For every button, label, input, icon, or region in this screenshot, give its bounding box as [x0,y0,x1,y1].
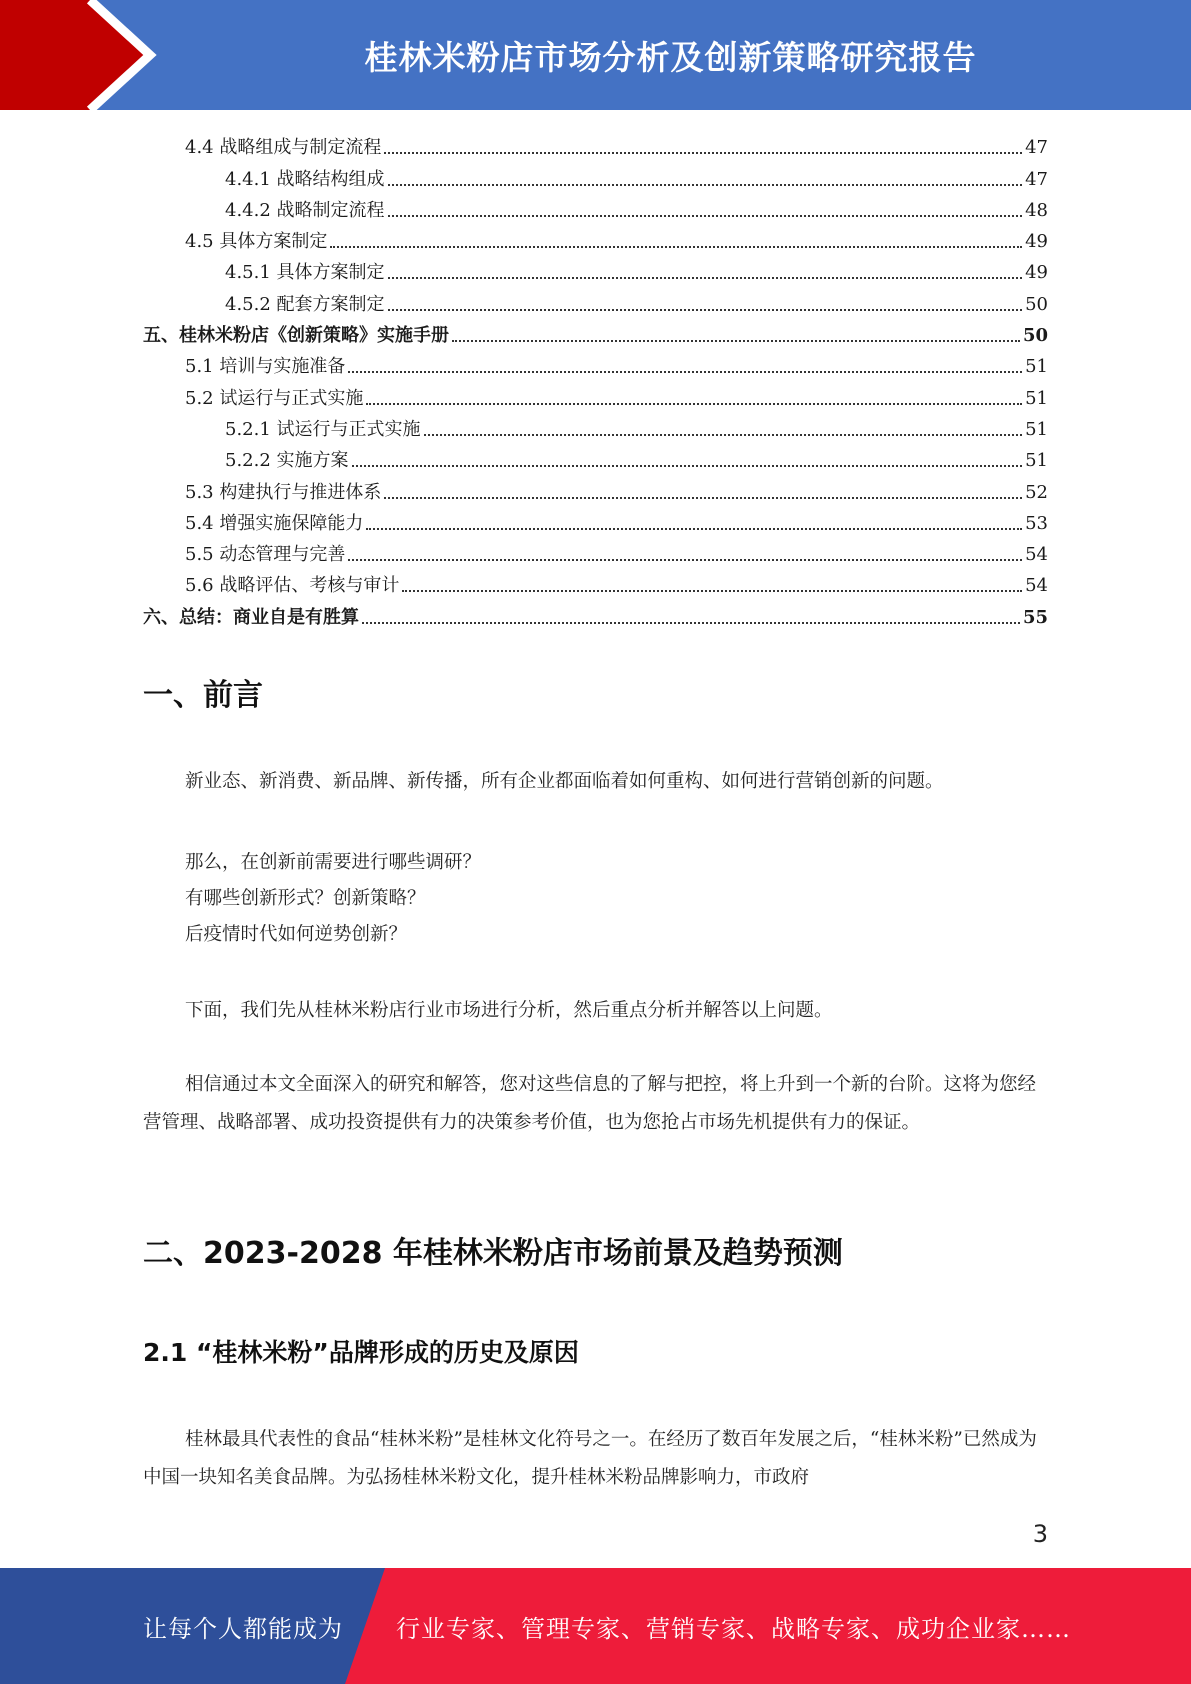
toc-entry-title: 4.5.1 具体方案制定 [225,262,385,284]
toc-leader-dots [388,184,1023,186]
toc-leader-dots [402,590,1022,592]
page-footer [0,1568,1191,1684]
toc-entry-page: 47 [1025,168,1048,190]
toc-entry[interactable] [143,441,1048,472]
toc-entry-page: 49 [1025,262,1048,284]
question-line: 后疫情时代如何逆势创新？ [185,924,408,945]
toc-entry-title: 4.4.2 战略制定流程 [225,199,385,221]
toc-entry-page: 53 [1025,512,1048,534]
toc-entry-title: 4.4 战略组成与制定流程 [185,137,382,159]
toc-entry[interactable] [143,284,1048,315]
toc-entry[interactable] [143,347,1048,378]
toc-entry-title: 5.5 动态管理与完善 [185,544,346,566]
toc-leader-dots [388,215,1023,217]
toc-entry-page: 55 [1022,606,1048,628]
toc-entry-page: 47 [1025,137,1048,159]
toc-leader-dots [388,309,1023,311]
toc-entry-title: 5.2.2 实施方案 [225,450,349,472]
toc-leader-dots [388,277,1023,279]
toc-entry[interactable] [143,253,1048,284]
report-title: 桂林米粉店市场分析及创新策略研究报告 [364,37,977,77]
toc-entry-page: 51 [1025,450,1048,472]
toc-entry[interactable] [143,410,1048,441]
toc-entry-page: 54 [1025,575,1048,597]
toc-leader-dots [362,622,1020,624]
toc-entry-page: 50 [1025,293,1048,315]
toc-entry[interactable] [143,597,1048,628]
toc-entry-title: 五、桂林米粉店《创新策略》实施手册 [143,325,449,347]
toc-entry[interactable] [143,159,1048,190]
toc-entry-page: 50 [1022,325,1048,347]
toc-entry[interactable] [143,222,1048,253]
paragraph: 相信通过本文全面深入的研究和解答，您对这些信息的了解与把控，将上升到一个新的台阶。这将为您经营管理、战略部署、成功投资提供有力的决策参考价值，也为您抢占市场先机提供有力的保证。 [143,1074,1037,1133]
toc-entry-title: 5.2.1 试运行与正式实施 [225,418,421,440]
page-number: 3 [1032,1520,1048,1548]
toc-entry-title: 4.4.1 战略结构组成 [225,168,385,190]
section-heading-market-forecast: 二、2023-2028 年桂林米粉店市场前景及趋势预测 [143,1236,843,1271]
table-of-contents [143,128,1048,629]
page-header [0,0,1191,110]
toc-entry-title: 4.5 具体方案制定 [185,231,328,253]
toc-entry-title: 5.4 增强实施保障能力 [185,512,364,534]
toc-entry[interactable] [143,378,1048,409]
toc-entry[interactable] [143,504,1048,535]
toc-leader-dots [384,152,1022,154]
toc-entry-page: 54 [1025,544,1048,566]
toc-entry[interactable] [143,316,1048,347]
toc-entry-page: 51 [1025,387,1048,409]
paragraph: 新业态、新消费、新品牌、新传播，所有企业都面临着如何重构、如何进行营销创新的问题。 [185,771,944,792]
paragraph: 下面，我们先从桂林米粉店行业市场进行分析，然后重点分析并解答以上问题。 [185,1000,833,1021]
toc-leader-dots [366,403,1022,405]
toc-leader-dots [330,246,1022,248]
question-line: 那么，在创新前需要进行哪些调研？ [185,852,482,873]
toc-entry-page: 49 [1025,231,1048,253]
toc-entry[interactable] [143,535,1048,566]
toc-leader-dots [424,434,1023,436]
toc-entry-title: 4.5.2 配套方案制定 [225,293,385,315]
toc-leader-dots [452,340,1020,342]
toc-entry[interactable] [143,566,1048,597]
paragraph: 桂林最具代表性的食品“桂林米粉”是桂林文化符号之一。在经历了数百年发展之后，“桂林米粉”已然成为中国一块知名美食品牌。为弘扬桂林米粉文化，提升桂林米粉品牌影响力，市政府 [143,1429,1037,1488]
subsection-heading: 2.1 “桂林米粉”品牌形成的历史及原因 [143,1338,579,1367]
toc-leader-dots [348,371,1022,373]
toc-leader-dots [366,528,1022,530]
toc-entry-page: 51 [1025,356,1048,378]
question-line: 有哪些创新形式？创新策略？ [185,888,426,909]
toc-leader-dots [352,465,1023,467]
toc-entry[interactable] [143,191,1048,222]
toc-entry-page: 51 [1025,418,1048,440]
toc-entry-title: 5.3 构建执行与推进体系 [185,481,382,503]
toc-entry[interactable] [143,472,1048,503]
footer-slogan-right: 行业专家、管理专家、营销专家、战略专家、成功企业家…… [396,1614,1071,1643]
toc-entry-title: 5.6 战略评估、考核与审计 [185,575,400,597]
toc-entry-page: 48 [1025,199,1048,221]
toc-leader-dots [348,559,1022,561]
footer-slogan-left: 让每个人都能成为 [143,1614,343,1643]
toc-leader-dots [384,497,1022,499]
toc-entry[interactable] [143,128,1048,159]
toc-entry-title: 5.1 培训与实施准备 [185,356,346,378]
toc-entry-title: 六、总结：商业自是有胜算 [143,606,359,628]
toc-entry-title: 5.2 试运行与正式实施 [185,387,364,409]
section-heading-preface: 一、前言 [143,678,263,713]
toc-entry-page: 52 [1025,481,1048,503]
